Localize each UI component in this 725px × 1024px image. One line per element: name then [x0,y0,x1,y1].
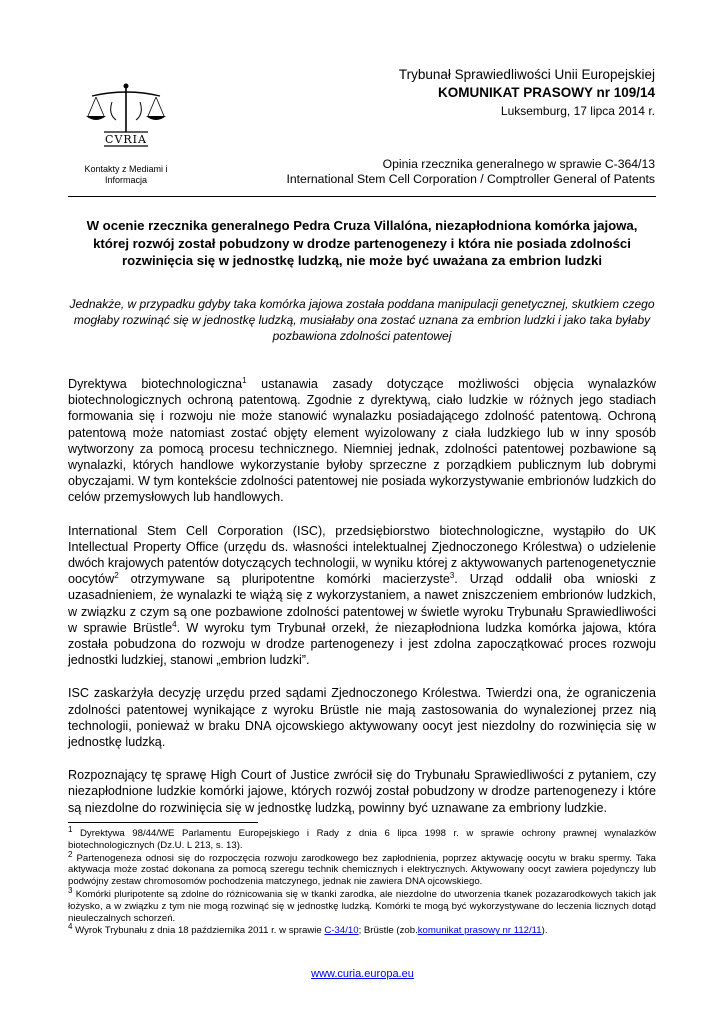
paragraph-2 [68,523,656,669]
footnote-4-text-c: ). [541,925,548,937]
institution-name: Trybunał Sprawiedliwości Unii Europejskiej [398,67,655,82]
paragraph-4: Rozpoznający tę sprawę High Court of Justice zwrócił się do Trybunału Sprawiedliwości z pytaniem, czy niezapłodnione ludzkie komórki jajowe, których rozwój został pobudzony w drodze partenogenezy i które są niezdolne do rozwinięcia się w jednostkę ludzką, powinny być uznawane za embriony ludzkie. [68,768,656,815]
paragraph-3: ISC zaskarżyła decyzję urzędu przed sądami Zjednoczonego Królestwa. Twierdzi ona, że ograniczenia zdolności patentowej wynikające z wyroku Brüstle nie mają zastosowania do wynalezionej przez nią technologii, ponieważ w braku DNA ojcowskiego aktywowany oocyt jest niezdolny do rozwinięcia się w jednostkę ludzką. [68,686,656,750]
case-line-1: Opinia rzecznika generalnego w sprawie C-364/13 [382,157,655,171]
case-reference [286,157,655,187]
curia-website-link[interactable]: www.curia.europa.eu [311,968,414,980]
case-line-2: International Stem Cell Corporation / Comptroller General of Patents [286,172,655,186]
footnote-1-marker: 1 [68,824,73,834]
footnote-1-text: Dyrektywa 98/44/WE Parlamentu Europejskiego i Rady z dnia 6 lipca 1998 r. w sprawie ochrony prawnej wynalazków biotechnologicznych (Dz.U. L 213, s. 13). [68,828,656,851]
p2-text-c: . Urząd oddalił oba wnioski z uzasadnieniem, że wynalazki te wiążą się z wykorzystaniem, a nawet zniszczeniem embrionów ludzkich, w związku z czym są one pozbawione zdolności patentowej w świetle wyroku Trybunału Sprawiedliwości w sprawie Brüstle [68,572,656,635]
header-divider [68,196,656,197]
case-c-34-10-link[interactable]: C-34/10 [324,925,359,937]
p2-text-a: International Stem Cell Corporation (ISC), przedsiębiorstwo biotechnologiczne, wystąpiło do UK Intellectual Property Office (urzędu ds. własności intelektualnej Zjednoczonego Królestwa) o udzielenie dwóch krajowych patentów dotyczących technologii, w wyniku której z aktywowanych partenogenetycznie oocytów [68,523,657,587]
press-release-112-11-link[interactable]: komunikat prasowy nr 112/11 [417,925,542,937]
footnote-divider [68,822,258,823]
header-block [399,66,655,120]
curia-logo [82,80,170,150]
scales-of-justice-icon [82,80,170,150]
footnote-4-text-a: Wyrok Trybunału z dnia 18 października 2011 r. w sprawie [72,925,325,937]
logo-wordmark: CVRIA [105,133,147,146]
p1-text-a: Dyrektywa biotechnologiczna [68,377,243,391]
press-release-number: KOMUNIKAT PRASOWY nr 109/14 [437,85,655,100]
headline: W ocenie rzecznika generalnego Pedra Cruza Villalóna, niezapłodniona komórka jajowa, której rozwój został pobudzony w drodze partenogenezy i która nie posiada zdolności rozwinięcia się w jednostkę ludzką, nie może być uważana za embrion ludzki [86,218,638,268]
release-date: Luksemburg, 17 lipca 2014 r. [500,104,655,118]
footnotes [68,824,656,938]
footnote-ref-4[interactable]: 4 [172,619,177,629]
footnote-2-text: Partenogeneza odnosi się do rozpoczęcia rozwoju zarodkowego bez zapłodnienia, poprzez aktywację oocytu w braku spermy. Taka aktywacja może zostać dokonana za pomocą szeregu technik chemicznych i elektrycznych. Aktywowany oocyt zawiera pojedynczy lub podwójny zestaw chromosomów pochodzenia matczynego, jednak nie zawiera DNA ojcowskiego. [68,852,656,888]
footnote-3 [68,885,656,924]
footnote-ref-3[interactable]: 3 [449,571,455,581]
footnote-1 [68,824,656,852]
footnote-4 [68,922,656,937]
paragraph-1 [68,376,656,506]
logo-caption: Kontakty z Mediami i Informacja [84,164,168,185]
footnote-4-marker: 4 [68,922,73,932]
footer [0,968,725,980]
footnote-3-text: Komórki pluripotente są zdolne do różnicowania się w tkanki zarodka, ale niezdolne do utworzenia tkanek pozazarodkowych takich jak łożysko, a w związku z tym nie mogą rozwinąć się w jednostkę ludzką. Komórki te mogą być wykorzystywane do leczenia licznych dotąd nieuleczalnych schorzeń. [68,888,656,924]
footnote-ref-1[interactable]: 1 [242,375,247,385]
footnote-ref-2[interactable]: 2 [114,571,119,581]
article-body [68,376,656,833]
p2-text-b: otrzymywane są pluripotentne komórki macierzyste [118,572,450,587]
footnote-2 [68,849,656,888]
footnote-2-marker: 2 [68,849,73,859]
subheadline: Jednakże, w przypadku gdyby taka komórka jajowa została poddana manipulacji genetycznej, skutkiem czego mogłaby rozwinąć się w jednostkę ludzką, musiałaby ona zostać uznana za embrion ludzki i jako taka byłaby pozbawiona zdolności patentowej [69,297,655,343]
footnote-4-text-b: ; Brüstle (zob. [358,925,418,937]
p2-text-d: . W wyroku tym Trybunał orzekł, że niezapłodniona ludzka komórka jajowa, która została pobudzona do rozwoju w drodze partenogenezy i jest zdolna zapoczątkować proces rozwoju jednostki ludzkiej, stanowi „embrion ludzki”. [68,620,657,668]
p1-text-b: ustanawia zasady dotyczące możliwości objęcia wynalazków biotechnologicznych ochroną patentową. Zgodnie z dyrektywą, ciało ludzkie w różnych jego stadiach formowania się i rozwoju nie może stanowić wynalazku posiadającego zdolność patentową. Ochroną patentową może natomiast zostać objęty element wyizolowany z ciała ludzkiego lub w inny sposób wytworzony za pomocą procesu technicznego. Niemniej jednak, zdolności patentowej pozbawione są wynalazki, których handlowe wykorzystanie byłoby sprzeczne z porządkiem publicznym lub dobrymi obyczajami. W tym kontekście zdolności patentowej nie posiada wykorzystywanie embrionów ludzkich do celów przemysłowych lub handlowych. [68,377,656,505]
footnote-3-marker: 3 [68,885,73,895]
